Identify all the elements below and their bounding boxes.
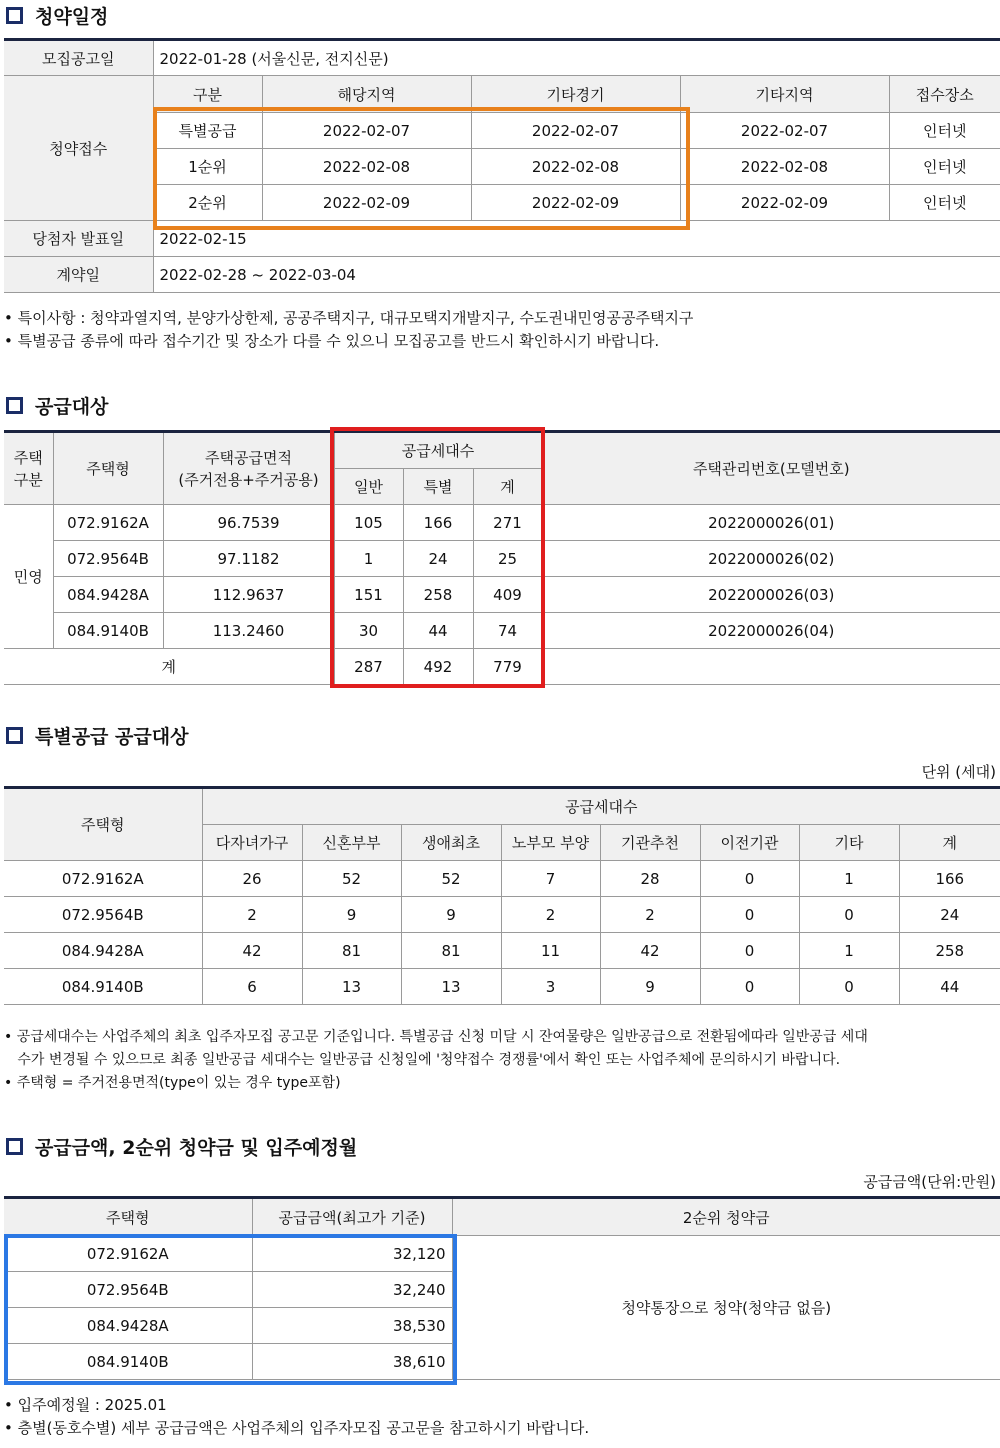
cell: 084.9140B	[53, 613, 163, 649]
schedule-table	[4, 38, 1000, 293]
cell: 072.9162A	[53, 505, 163, 541]
column-header: 신혼부부	[302, 825, 401, 861]
column-header: 기관추천	[600, 825, 700, 861]
cell: 409	[473, 577, 542, 613]
cell: 인터넷	[889, 185, 1000, 221]
section-title-text: 공급대상	[35, 396, 109, 418]
cell: 287	[334, 649, 403, 685]
cell: 072.9564B	[53, 541, 163, 577]
table-row	[4, 1236, 1000, 1272]
cell: 072.9162A	[4, 1236, 252, 1272]
section-square-icon	[6, 397, 23, 414]
cell: 특별공급	[153, 113, 262, 149]
cell: 084.9140B	[4, 1344, 252, 1380]
cell: 38,530	[252, 1308, 452, 1344]
cell: 0	[799, 969, 899, 1005]
price-notes	[4, 1394, 589, 1440]
contract-value: 2022-02-28 ~ 2022-03-04	[153, 257, 1000, 293]
cell: 3	[501, 969, 600, 1005]
table-row	[4, 861, 1000, 897]
supply-table	[4, 430, 1000, 685]
cell: 166	[899, 861, 1000, 897]
cell: 97.1182	[163, 541, 334, 577]
cell: 072.9564B	[4, 897, 202, 933]
cell: 105	[334, 505, 403, 541]
cell: 2022-02-07	[471, 113, 680, 149]
cell: 7	[501, 861, 600, 897]
cell: 74	[473, 613, 542, 649]
cell: 28	[600, 861, 700, 897]
special-table	[4, 786, 1000, 1005]
header-total: 계	[473, 469, 542, 505]
announce-label: 모집공고일	[4, 40, 153, 76]
schedule-row	[4, 113, 1000, 149]
table-row	[4, 933, 1000, 969]
winner-value: 2022-02-15	[153, 221, 1000, 257]
section-square-icon	[6, 7, 23, 24]
header-general: 일반	[334, 469, 403, 505]
cell: 0	[700, 861, 799, 897]
price-table	[4, 1196, 1000, 1380]
cell: 0	[700, 897, 799, 933]
cell: 2022000026(01)	[542, 505, 1000, 541]
table-row	[4, 897, 1000, 933]
header-area: 주택공급면적 (주거전용+주거공용)	[163, 432, 334, 505]
unit-label: 공급금액(단위:만원)	[863, 1173, 996, 1191]
cell: 2	[202, 897, 302, 933]
cell: 1	[334, 541, 403, 577]
header-price: 공급금액(최고가 기준)	[252, 1198, 452, 1236]
announce-value: 2022-01-28 (서울신문, 전지신문)	[153, 40, 1000, 76]
cell: 13	[401, 969, 501, 1005]
cell: 30	[334, 613, 403, 649]
cell: 인터넷	[889, 149, 1000, 185]
table-row	[4, 613, 1000, 649]
special-notes	[4, 1026, 868, 1095]
cell: 271	[473, 505, 542, 541]
note-line: • 주택형 = 주거전용면적(type이 있는 경우 type포함)	[4, 1075, 341, 1091]
cell: 112.9637	[163, 577, 334, 613]
cell: 81	[302, 933, 401, 969]
column-header: 다자녀가구	[202, 825, 302, 861]
cell: 42	[202, 933, 302, 969]
note-line: • 공급세대수는 사업주체의 최초 입주자모집 공고문 기준입니다. 특별공급 신청 미달 시 잔여물량은 일반공급으로 전환됨에따라 일반공급 세대	[4, 1029, 868, 1045]
table-row	[4, 577, 1000, 613]
cell: 44	[899, 969, 1000, 1005]
cell: 96.7539	[163, 505, 334, 541]
cell: 9	[600, 969, 700, 1005]
cell: 52	[401, 861, 501, 897]
table-row	[4, 969, 1000, 1005]
note-line: • 특별공급 종류에 따라 접수기간 및 장소가 다를 수 있으니 모집공고를 반드시 확인하시기 바랍니다.	[4, 332, 660, 350]
cell: 2	[501, 897, 600, 933]
schedule-header: 구분	[153, 76, 262, 113]
cell: 9	[302, 897, 401, 933]
header-manage: 주택관리번호(모델번호)	[542, 432, 1000, 505]
section-square-icon	[6, 1138, 23, 1155]
cell: 2022000026(04)	[542, 613, 1000, 649]
cell: 1	[799, 933, 899, 969]
cell: 084.9428A	[4, 1308, 252, 1344]
cell: 113.2460	[163, 613, 334, 649]
note-line: 수가 변경될 수 있으므로 최종 일반공급 세대수는 일반공급 신청일에 '청약접수 경쟁률'에서 확인 또는 사업주체에 문의하시기 바랍니다.	[4, 1052, 841, 1068]
schedule-header: 해당지역	[262, 76, 471, 113]
cell: 151	[334, 577, 403, 613]
header-type: 주택형	[4, 788, 202, 861]
cell: 492	[403, 649, 473, 685]
header-type: 주택형	[4, 1198, 252, 1236]
cell: 2022-02-09	[262, 185, 471, 221]
cell: 072.9564B	[4, 1272, 252, 1308]
cell: 24	[403, 541, 473, 577]
kind-cell: 민영	[4, 505, 53, 649]
column-header: 생애최초	[401, 825, 501, 861]
cell: 32,240	[252, 1272, 452, 1308]
cell: 258	[899, 933, 1000, 969]
header-special: 특별	[403, 469, 473, 505]
note-line: • 입주예정월 : 2025.01	[4, 1396, 167, 1414]
schedule-header: 접수장소	[889, 76, 1000, 113]
cell: 2022-02-09	[680, 185, 889, 221]
cell: 0	[799, 897, 899, 933]
cell: 2022000026(02)	[542, 541, 1000, 577]
contract-label: 계약일	[4, 257, 153, 293]
section-title-schedule	[6, 2, 108, 29]
receive-label: 청약접수	[4, 76, 153, 221]
section-title-special	[6, 722, 188, 749]
cell: 32,120	[252, 1236, 452, 1272]
column-header: 기타	[799, 825, 899, 861]
cell: 072.9162A	[4, 861, 202, 897]
cell: 9	[401, 897, 501, 933]
cell: 2022000026(03)	[542, 577, 1000, 613]
cell: 258	[403, 577, 473, 613]
cell: 2022-02-08	[680, 149, 889, 185]
schedule-row	[4, 185, 1000, 221]
cell: 24	[899, 897, 1000, 933]
cell: 13	[302, 969, 401, 1005]
table-row	[4, 505, 1000, 541]
unit-label: 단위 (세대)	[921, 763, 996, 781]
cell: 인터넷	[889, 113, 1000, 149]
cell: 81	[401, 933, 501, 969]
section-title-text: 공급금액, 2순위 청약금 및 입주예정월	[35, 1137, 358, 1159]
cell: 2순위	[153, 185, 262, 221]
total-label: 계	[4, 649, 334, 685]
cell: 084.9428A	[4, 933, 202, 969]
cell: 11	[501, 933, 600, 969]
column-header: 이전기관	[700, 825, 799, 861]
cell: 6	[202, 969, 302, 1005]
total-row	[4, 649, 1000, 685]
cell: 166	[403, 505, 473, 541]
cell: 1순위	[153, 149, 262, 185]
table-row	[4, 541, 1000, 577]
cell: 52	[302, 861, 401, 897]
cell: 42	[600, 933, 700, 969]
cell: 0	[700, 969, 799, 1005]
header-units: 공급세대수	[334, 432, 542, 469]
header-kind: 주택 구분	[4, 432, 53, 505]
schedule-notes	[4, 307, 693, 353]
winner-label: 당첨자 발표일	[4, 221, 153, 257]
cell: 2	[600, 897, 700, 933]
deposit-cell: 청약통장으로 청약(청약금 없음)	[452, 1236, 1000, 1380]
header-type: 주택형	[53, 432, 163, 505]
cell: 0	[700, 933, 799, 969]
cell: 2022-02-08	[471, 149, 680, 185]
note-line: • 층별(동호수별) 세부 공급금액은 사업주체의 입주자모집 공고문을 참고하시기 바랍니다.	[4, 1419, 590, 1437]
cell: 2022-02-07	[262, 113, 471, 149]
section-title-text: 특별공급 공급대상	[35, 726, 189, 748]
column-header: 계	[899, 825, 1000, 861]
column-header: 노부모 부양	[501, 825, 600, 861]
schedule-header: 기타지역	[680, 76, 889, 113]
cell: 25	[473, 541, 542, 577]
cell: 779	[473, 649, 542, 685]
cell: 2022-02-08	[262, 149, 471, 185]
section-title-price	[6, 1133, 357, 1160]
section-title-text: 청약일정	[35, 6, 109, 28]
cell: 2022-02-07	[680, 113, 889, 149]
cell: 1	[799, 861, 899, 897]
cell: 084.9428A	[53, 577, 163, 613]
schedule-header: 기타경기	[471, 76, 680, 113]
schedule-row	[4, 149, 1000, 185]
section-square-icon	[6, 727, 23, 744]
note-line: • 특이사항 : 청약과열지역, 분양가상한제, 공공주택지구, 대규모택지개발지구, 수도권내민영공공주택지구	[4, 309, 694, 327]
header-units: 공급세대수	[202, 788, 1000, 825]
section-title-supply	[6, 392, 108, 419]
cell: 2022-02-09	[471, 185, 680, 221]
cell: 084.9140B	[4, 969, 202, 1005]
cell: 26	[202, 861, 302, 897]
header-deposit: 2순위 청약금	[452, 1198, 1000, 1236]
cell: 38,610	[252, 1344, 452, 1380]
cell: 44	[403, 613, 473, 649]
